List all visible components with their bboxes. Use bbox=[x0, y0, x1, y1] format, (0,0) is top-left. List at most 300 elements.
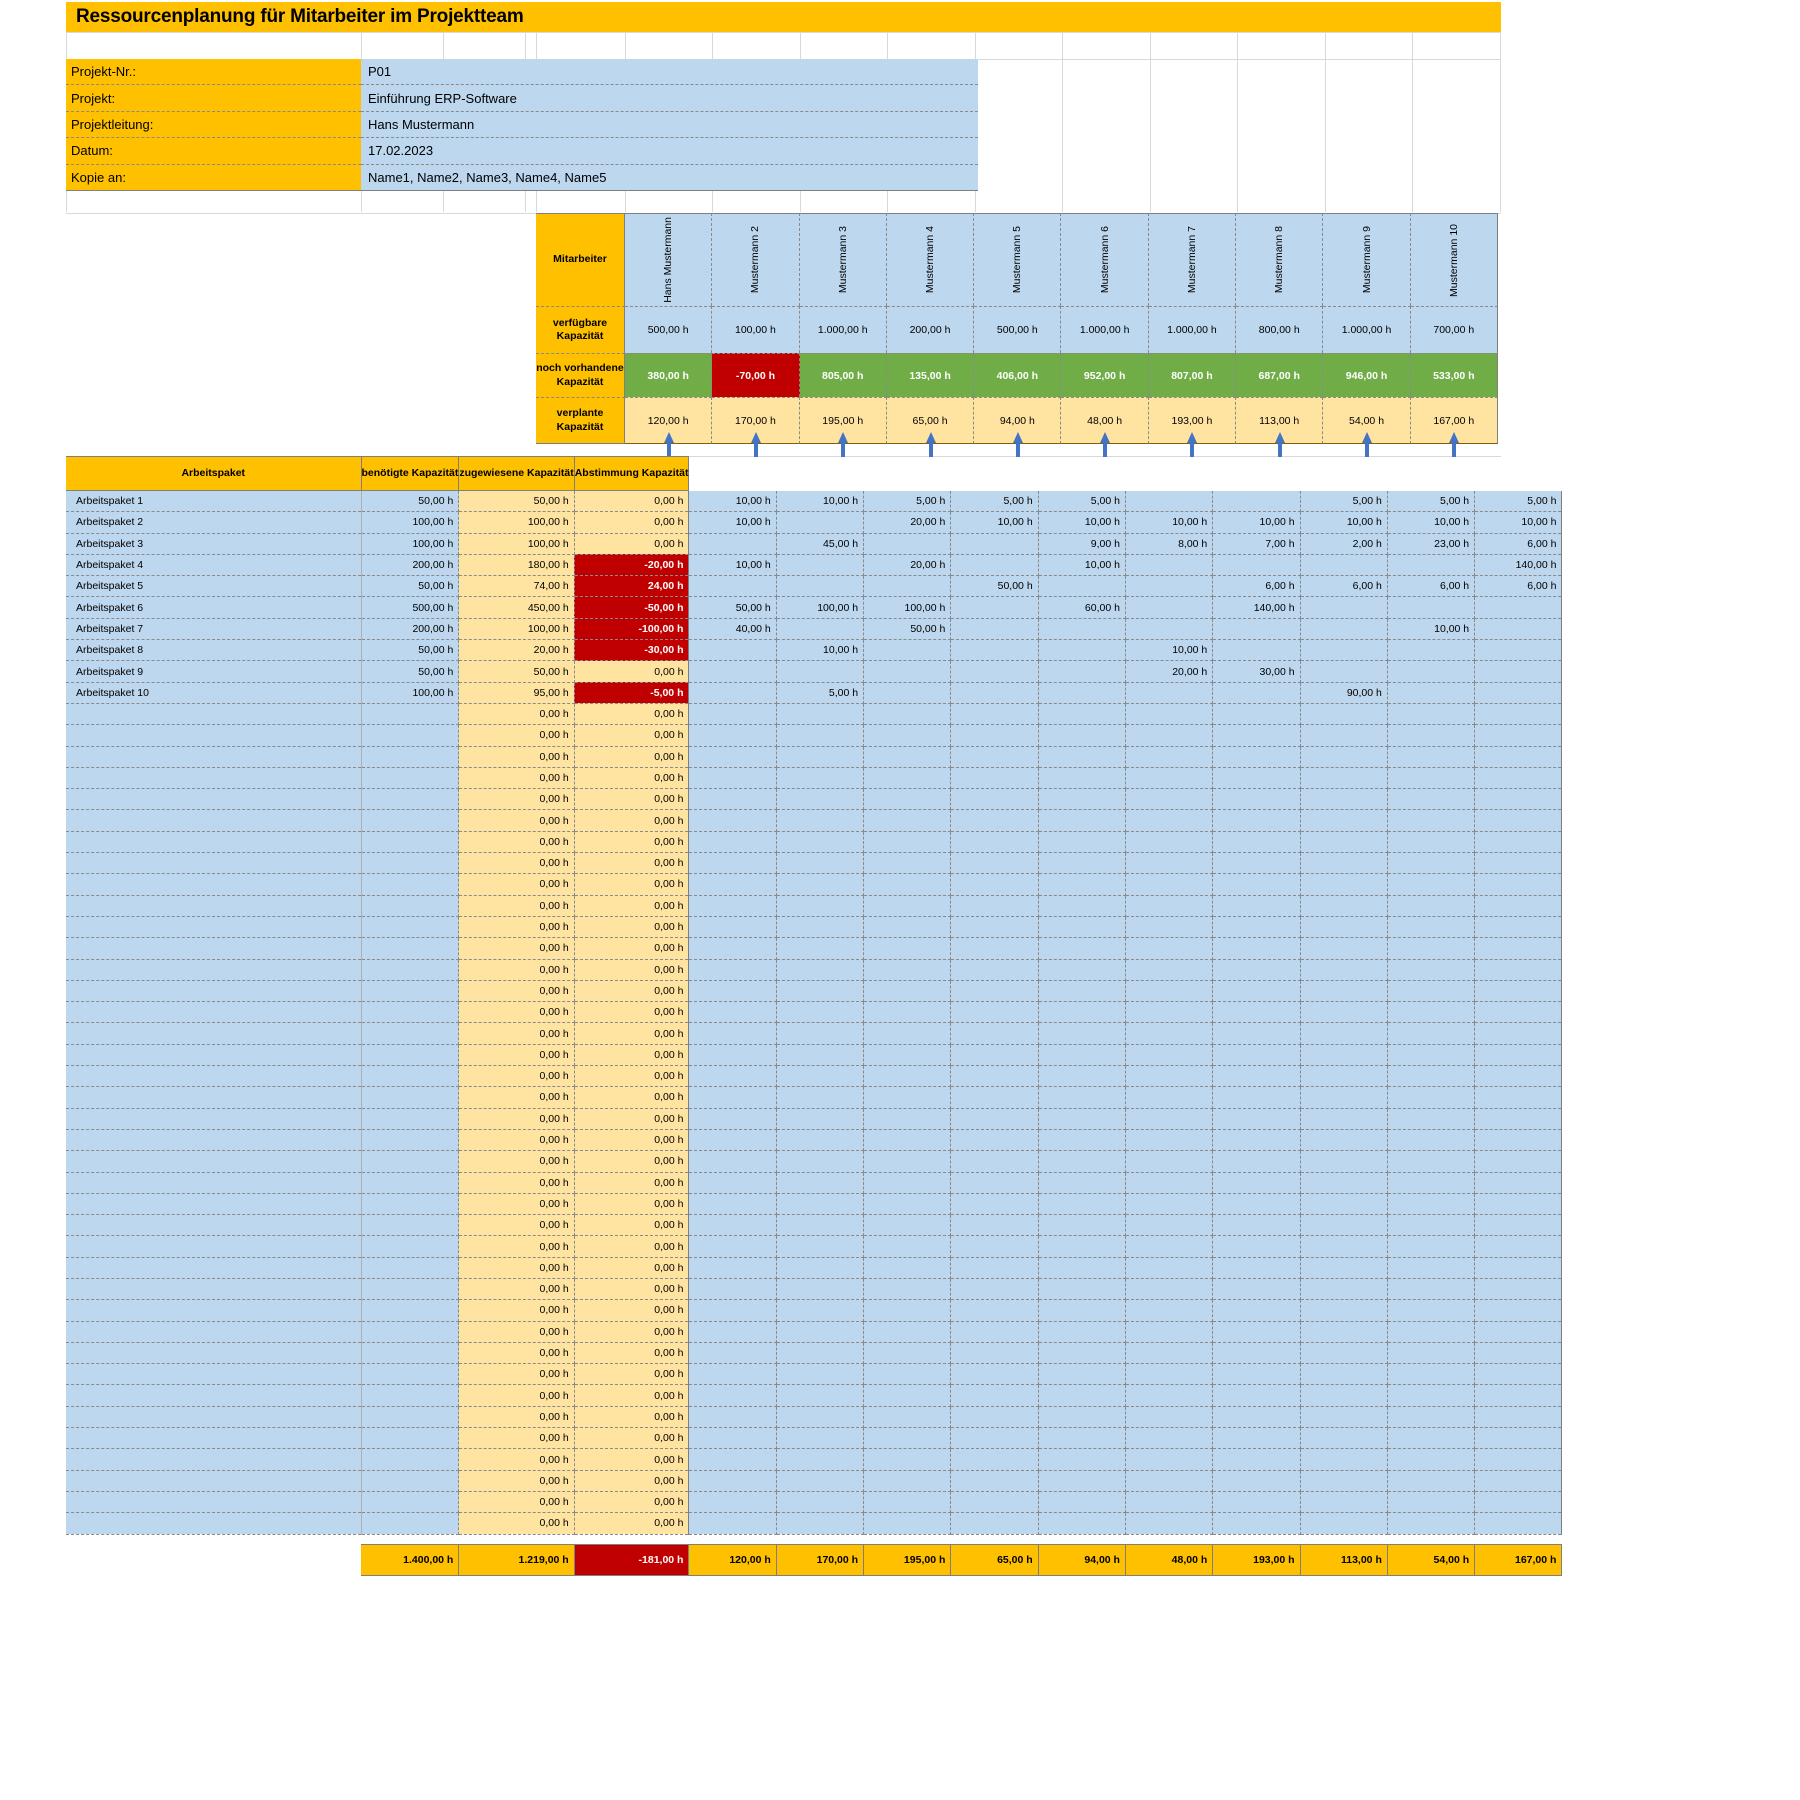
allocation-cell[interactable] bbox=[1387, 938, 1474, 959]
allocation-cell[interactable] bbox=[689, 1257, 776, 1278]
allocation-cell[interactable] bbox=[776, 1066, 863, 1087]
allocation-cell[interactable]: 23,00 h bbox=[1387, 533, 1474, 554]
allocation-cell[interactable] bbox=[1038, 1342, 1125, 1363]
needed-capacity-cell[interactable] bbox=[361, 1321, 459, 1342]
allocation-cell[interactable] bbox=[1213, 895, 1300, 916]
allocation-cell[interactable] bbox=[689, 789, 776, 810]
allocation-cell[interactable] bbox=[1125, 746, 1212, 767]
allocation-cell[interactable]: 10,00 h bbox=[1387, 618, 1474, 639]
allocation-cell[interactable] bbox=[1387, 1044, 1474, 1065]
allocation-cell[interactable] bbox=[951, 1342, 1038, 1363]
allocation-cell[interactable] bbox=[776, 703, 863, 724]
allocation-cell[interactable] bbox=[1387, 725, 1474, 746]
meta-value[interactable]: Einführung ERP-Software bbox=[361, 85, 978, 111]
allocation-cell[interactable] bbox=[951, 1087, 1038, 1108]
allocation-cell[interactable] bbox=[1300, 1321, 1387, 1342]
allocation-cell[interactable] bbox=[1475, 1364, 1562, 1385]
allocation-cell[interactable] bbox=[951, 1002, 1038, 1023]
allocation-cell[interactable]: 10,00 h bbox=[689, 512, 776, 533]
allocation-cell[interactable] bbox=[1038, 1470, 1125, 1491]
needed-capacity-cell[interactable] bbox=[361, 874, 459, 895]
allocation-cell[interactable] bbox=[1300, 618, 1387, 639]
allocation-cell[interactable] bbox=[1300, 1172, 1387, 1193]
allocation-cell[interactable] bbox=[1213, 789, 1300, 810]
allocation-cell[interactable] bbox=[1213, 1236, 1300, 1257]
allocation-cell[interactable] bbox=[1038, 853, 1125, 874]
allocation-cell[interactable] bbox=[689, 1172, 776, 1193]
allocation-cell[interactable] bbox=[1387, 853, 1474, 874]
allocation-cell[interactable] bbox=[1300, 725, 1387, 746]
allocation-cell[interactable] bbox=[1387, 1193, 1474, 1214]
allocation-cell[interactable] bbox=[1038, 895, 1125, 916]
allocation-cell[interactable] bbox=[1125, 1470, 1212, 1491]
allocation-cell[interactable] bbox=[951, 554, 1038, 575]
work-package-name[interactable] bbox=[66, 980, 361, 1001]
allocation-cell[interactable] bbox=[1213, 938, 1300, 959]
allocation-cell[interactable] bbox=[951, 1172, 1038, 1193]
allocation-cell[interactable] bbox=[864, 725, 951, 746]
allocation-cell[interactable] bbox=[1475, 1342, 1562, 1363]
work-package-name[interactable] bbox=[66, 1406, 361, 1427]
work-package-name[interactable] bbox=[66, 1470, 361, 1491]
allocation-cell[interactable] bbox=[1038, 1428, 1125, 1449]
allocation-cell[interactable] bbox=[1300, 1513, 1387, 1534]
work-package-name[interactable] bbox=[66, 895, 361, 916]
allocation-cell[interactable] bbox=[1475, 1151, 1562, 1172]
allocation-cell[interactable]: 20,00 h bbox=[864, 554, 951, 575]
allocation-cell[interactable] bbox=[1387, 1449, 1474, 1470]
allocation-cell[interactable] bbox=[1475, 1172, 1562, 1193]
allocation-cell[interactable] bbox=[1038, 980, 1125, 1001]
allocation-cell[interactable] bbox=[689, 853, 776, 874]
needed-capacity-cell[interactable]: 100,00 h bbox=[361, 512, 459, 533]
allocation-cell[interactable] bbox=[1213, 1278, 1300, 1299]
allocation-cell[interactable] bbox=[689, 810, 776, 831]
allocation-cell[interactable] bbox=[864, 1236, 951, 1257]
allocation-cell[interactable] bbox=[864, 1300, 951, 1321]
allocation-cell[interactable]: 2,00 h bbox=[1300, 533, 1387, 554]
allocation-cell[interactable] bbox=[1125, 1342, 1212, 1363]
allocation-cell[interactable] bbox=[1213, 1491, 1300, 1512]
allocation-cell[interactable] bbox=[1387, 1108, 1474, 1129]
allocation-cell[interactable] bbox=[1213, 1151, 1300, 1172]
work-package-name[interactable] bbox=[66, 703, 361, 724]
allocation-cell[interactable] bbox=[1300, 1215, 1387, 1236]
allocation-cell[interactable] bbox=[1213, 1449, 1300, 1470]
allocation-cell[interactable] bbox=[951, 1470, 1038, 1491]
needed-capacity-cell[interactable]: 100,00 h bbox=[361, 682, 459, 703]
allocation-cell[interactable] bbox=[951, 853, 1038, 874]
allocation-cell[interactable] bbox=[1038, 1129, 1125, 1150]
allocation-cell[interactable] bbox=[776, 1321, 863, 1342]
allocation-cell[interactable] bbox=[1300, 1385, 1387, 1406]
allocation-cell[interactable] bbox=[1125, 980, 1212, 1001]
allocation-cell[interactable] bbox=[951, 533, 1038, 554]
allocation-cell[interactable] bbox=[864, 1321, 951, 1342]
allocation-cell[interactable] bbox=[1475, 853, 1562, 874]
allocation-cell[interactable] bbox=[1038, 1002, 1125, 1023]
allocation-cell[interactable] bbox=[864, 895, 951, 916]
allocation-cell[interactable]: 20,00 h bbox=[1125, 661, 1212, 682]
allocation-cell[interactable] bbox=[1475, 1428, 1562, 1449]
allocation-cell[interactable] bbox=[1475, 874, 1562, 895]
needed-capacity-cell[interactable] bbox=[361, 1236, 459, 1257]
allocation-cell[interactable] bbox=[1213, 1364, 1300, 1385]
allocation-cell[interactable] bbox=[1475, 916, 1562, 937]
allocation-cell[interactable]: 10,00 h bbox=[1038, 512, 1125, 533]
allocation-cell[interactable] bbox=[1387, 1321, 1474, 1342]
allocation-cell[interactable]: 7,00 h bbox=[1213, 533, 1300, 554]
allocation-cell[interactable] bbox=[689, 682, 776, 703]
allocation-cell[interactable] bbox=[1125, 938, 1212, 959]
allocation-cell[interactable] bbox=[1125, 1513, 1212, 1534]
allocation-cell[interactable] bbox=[1300, 554, 1387, 575]
allocation-cell[interactable] bbox=[689, 640, 776, 661]
allocation-cell[interactable] bbox=[1387, 874, 1474, 895]
work-package-name[interactable] bbox=[66, 959, 361, 980]
allocation-cell[interactable] bbox=[776, 1236, 863, 1257]
allocation-cell[interactable] bbox=[1213, 1300, 1300, 1321]
allocation-cell[interactable] bbox=[951, 831, 1038, 852]
work-package-name[interactable] bbox=[66, 1172, 361, 1193]
allocation-cell[interactable] bbox=[689, 1428, 776, 1449]
allocation-cell[interactable]: 10,00 h bbox=[1038, 554, 1125, 575]
allocation-cell[interactable] bbox=[951, 1406, 1038, 1427]
allocation-cell[interactable] bbox=[1300, 1257, 1387, 1278]
needed-capacity-cell[interactable] bbox=[361, 1023, 459, 1044]
allocation-cell[interactable] bbox=[864, 1108, 951, 1129]
allocation-cell[interactable] bbox=[1038, 640, 1125, 661]
allocation-cell[interactable] bbox=[951, 597, 1038, 618]
allocation-cell[interactable] bbox=[1300, 1087, 1387, 1108]
allocation-cell[interactable] bbox=[864, 1087, 951, 1108]
allocation-cell[interactable]: 9,00 h bbox=[1038, 533, 1125, 554]
allocation-cell[interactable]: 10,00 h bbox=[1475, 512, 1562, 533]
allocation-cell[interactable] bbox=[689, 1300, 776, 1321]
allocation-cell[interactable] bbox=[776, 1300, 863, 1321]
allocation-cell[interactable] bbox=[1125, 1002, 1212, 1023]
allocation-cell[interactable] bbox=[1300, 959, 1387, 980]
allocation-cell[interactable] bbox=[689, 1002, 776, 1023]
allocation-cell[interactable] bbox=[951, 703, 1038, 724]
allocation-cell[interactable] bbox=[689, 874, 776, 895]
allocation-cell[interactable] bbox=[1213, 725, 1300, 746]
allocation-cell[interactable] bbox=[864, 1002, 951, 1023]
needed-capacity-cell[interactable] bbox=[361, 1428, 459, 1449]
allocation-cell[interactable] bbox=[1125, 491, 1212, 512]
work-package-name[interactable] bbox=[66, 916, 361, 937]
allocation-cell[interactable] bbox=[951, 980, 1038, 1001]
allocation-cell[interactable] bbox=[1213, 1044, 1300, 1065]
allocation-cell[interactable] bbox=[1300, 640, 1387, 661]
allocation-cell[interactable] bbox=[776, 661, 863, 682]
allocation-cell[interactable] bbox=[951, 1044, 1038, 1065]
needed-capacity-cell[interactable]: 50,00 h bbox=[361, 576, 459, 597]
allocation-cell[interactable]: 5,00 h bbox=[776, 682, 863, 703]
allocation-cell[interactable] bbox=[1038, 916, 1125, 937]
allocation-cell[interactable] bbox=[1038, 1364, 1125, 1385]
allocation-cell[interactable] bbox=[1387, 789, 1474, 810]
allocation-cell[interactable] bbox=[951, 746, 1038, 767]
allocation-cell[interactable] bbox=[1387, 1151, 1474, 1172]
allocation-cell[interactable]: 50,00 h bbox=[689, 597, 776, 618]
allocation-cell[interactable] bbox=[951, 810, 1038, 831]
allocation-cell[interactable] bbox=[776, 831, 863, 852]
allocation-cell[interactable] bbox=[864, 853, 951, 874]
allocation-cell[interactable] bbox=[951, 1385, 1038, 1406]
allocation-cell[interactable] bbox=[689, 661, 776, 682]
allocation-cell[interactable] bbox=[1300, 853, 1387, 874]
allocation-cell[interactable] bbox=[864, 1023, 951, 1044]
allocation-cell[interactable] bbox=[1038, 1321, 1125, 1342]
work-package-name[interactable]: Arbeitspaket 3 bbox=[66, 533, 361, 554]
needed-capacity-cell[interactable] bbox=[361, 1215, 459, 1236]
allocation-cell[interactable] bbox=[689, 1129, 776, 1150]
allocation-cell[interactable] bbox=[1213, 746, 1300, 767]
allocation-cell[interactable]: 30,00 h bbox=[1213, 661, 1300, 682]
allocation-cell[interactable] bbox=[1213, 640, 1300, 661]
allocation-cell[interactable] bbox=[1125, 1172, 1212, 1193]
needed-capacity-cell[interactable] bbox=[361, 1300, 459, 1321]
needed-capacity-cell[interactable] bbox=[361, 1193, 459, 1214]
allocation-cell[interactable] bbox=[1387, 1406, 1474, 1427]
allocation-cell[interactable] bbox=[776, 1193, 863, 1214]
allocation-cell[interactable] bbox=[1387, 1428, 1474, 1449]
allocation-cell[interactable] bbox=[1038, 1513, 1125, 1534]
allocation-cell[interactable] bbox=[1387, 1066, 1474, 1087]
needed-capacity-cell[interactable] bbox=[361, 831, 459, 852]
allocation-cell[interactable] bbox=[864, 767, 951, 788]
allocation-cell[interactable] bbox=[1387, 767, 1474, 788]
allocation-cell[interactable] bbox=[1475, 1215, 1562, 1236]
allocation-cell[interactable] bbox=[1213, 1023, 1300, 1044]
allocation-cell[interactable] bbox=[1213, 1129, 1300, 1150]
work-package-name[interactable] bbox=[66, 789, 361, 810]
allocation-cell[interactable] bbox=[1038, 1406, 1125, 1427]
work-package-name[interactable] bbox=[66, 746, 361, 767]
allocation-cell[interactable] bbox=[951, 1449, 1038, 1470]
allocation-cell[interactable] bbox=[1213, 618, 1300, 639]
allocation-cell[interactable] bbox=[1038, 725, 1125, 746]
allocation-cell[interactable] bbox=[689, 1151, 776, 1172]
available-capacity-cell[interactable]: 1.000,00 h bbox=[800, 306, 887, 353]
allocation-cell[interactable] bbox=[1475, 1406, 1562, 1427]
allocation-cell[interactable] bbox=[776, 938, 863, 959]
allocation-cell[interactable] bbox=[951, 1108, 1038, 1129]
meta-value[interactable]: Name1, Name2, Name3, Name4, Name5 bbox=[361, 165, 978, 191]
needed-capacity-cell[interactable] bbox=[361, 725, 459, 746]
allocation-cell[interactable] bbox=[1213, 959, 1300, 980]
allocation-cell[interactable] bbox=[1475, 1002, 1562, 1023]
allocation-cell[interactable]: 10,00 h bbox=[689, 491, 776, 512]
allocation-cell[interactable] bbox=[776, 959, 863, 980]
meta-value[interactable]: 17.02.2023 bbox=[361, 138, 978, 164]
allocation-cell[interactable] bbox=[1475, 831, 1562, 852]
allocation-cell[interactable] bbox=[1387, 1470, 1474, 1491]
allocation-cell[interactable] bbox=[689, 1342, 776, 1363]
work-package-name[interactable] bbox=[66, 1257, 361, 1278]
work-package-name[interactable] bbox=[66, 1236, 361, 1257]
allocation-cell[interactable] bbox=[1213, 1470, 1300, 1491]
allocation-cell[interactable] bbox=[951, 1193, 1038, 1214]
allocation-cell[interactable] bbox=[1125, 1278, 1212, 1299]
allocation-cell[interactable] bbox=[776, 1002, 863, 1023]
allocation-cell[interactable] bbox=[1475, 810, 1562, 831]
available-capacity-cell[interactable]: 800,00 h bbox=[1236, 306, 1323, 353]
allocation-cell[interactable] bbox=[864, 746, 951, 767]
allocation-cell[interactable] bbox=[689, 938, 776, 959]
allocation-cell[interactable] bbox=[951, 661, 1038, 682]
allocation-cell[interactable] bbox=[1475, 703, 1562, 724]
work-package-name[interactable] bbox=[66, 1449, 361, 1470]
allocation-cell[interactable] bbox=[776, 767, 863, 788]
allocation-cell[interactable] bbox=[689, 1193, 776, 1214]
needed-capacity-cell[interactable] bbox=[361, 1342, 459, 1363]
allocation-cell[interactable] bbox=[1300, 874, 1387, 895]
allocation-cell[interactable] bbox=[1300, 597, 1387, 618]
allocation-cell[interactable] bbox=[1125, 1385, 1212, 1406]
allocation-cell[interactable] bbox=[1125, 810, 1212, 831]
allocation-cell[interactable] bbox=[864, 1449, 951, 1470]
needed-capacity-cell[interactable] bbox=[361, 938, 459, 959]
allocation-cell[interactable] bbox=[1475, 1278, 1562, 1299]
work-package-name[interactable] bbox=[66, 1364, 361, 1385]
allocation-cell[interactable] bbox=[951, 1236, 1038, 1257]
needed-capacity-cell[interactable] bbox=[361, 1087, 459, 1108]
work-package-name[interactable] bbox=[66, 1342, 361, 1363]
allocation-cell[interactable] bbox=[1387, 682, 1474, 703]
allocation-cell[interactable] bbox=[1300, 1151, 1387, 1172]
allocation-cell[interactable] bbox=[1387, 959, 1474, 980]
allocation-cell[interactable] bbox=[864, 1513, 951, 1534]
allocation-cell[interactable] bbox=[864, 1129, 951, 1150]
allocation-cell[interactable] bbox=[689, 1278, 776, 1299]
allocation-cell[interactable] bbox=[776, 1215, 863, 1236]
allocation-cell[interactable] bbox=[1038, 1385, 1125, 1406]
allocation-cell[interactable] bbox=[776, 1172, 863, 1193]
allocation-cell[interactable]: 10,00 h bbox=[776, 491, 863, 512]
available-capacity-cell[interactable]: 1.000,00 h bbox=[1323, 306, 1410, 353]
allocation-cell[interactable]: 100,00 h bbox=[864, 597, 951, 618]
allocation-cell[interactable] bbox=[951, 618, 1038, 639]
allocation-cell[interactable] bbox=[689, 1449, 776, 1470]
allocation-cell[interactable] bbox=[1213, 874, 1300, 895]
allocation-cell[interactable] bbox=[1387, 1236, 1474, 1257]
allocation-cell[interactable] bbox=[1475, 1193, 1562, 1214]
work-package-name[interactable] bbox=[66, 1385, 361, 1406]
allocation-cell[interactable] bbox=[1475, 725, 1562, 746]
allocation-cell[interactable] bbox=[776, 789, 863, 810]
allocation-cell[interactable]: 45,00 h bbox=[776, 533, 863, 554]
meta-value[interactable]: P01 bbox=[361, 59, 978, 85]
allocation-cell[interactable] bbox=[951, 1066, 1038, 1087]
needed-capacity-cell[interactable] bbox=[361, 1406, 459, 1427]
allocation-cell[interactable] bbox=[1125, 767, 1212, 788]
work-package-name[interactable]: Arbeitspaket 7 bbox=[66, 618, 361, 639]
allocation-cell[interactable] bbox=[1038, 789, 1125, 810]
allocation-cell[interactable] bbox=[1387, 1364, 1474, 1385]
allocation-cell[interactable] bbox=[1475, 1513, 1562, 1534]
allocation-cell[interactable] bbox=[1213, 1342, 1300, 1363]
allocation-cell[interactable] bbox=[1387, 640, 1474, 661]
allocation-cell[interactable] bbox=[1038, 576, 1125, 597]
needed-capacity-cell[interactable] bbox=[361, 789, 459, 810]
allocation-cell[interactable] bbox=[1038, 1491, 1125, 1512]
needed-capacity-cell[interactable] bbox=[361, 1449, 459, 1470]
work-package-name[interactable] bbox=[66, 1151, 361, 1172]
needed-capacity-cell[interactable]: 500,00 h bbox=[361, 597, 459, 618]
work-package-name[interactable] bbox=[66, 1129, 361, 1150]
allocation-cell[interactable] bbox=[1475, 1257, 1562, 1278]
allocation-cell[interactable] bbox=[864, 874, 951, 895]
allocation-cell[interactable] bbox=[689, 916, 776, 937]
allocation-cell[interactable] bbox=[1125, 1449, 1212, 1470]
allocation-cell[interactable] bbox=[1475, 661, 1562, 682]
allocation-cell[interactable] bbox=[776, 512, 863, 533]
allocation-cell[interactable] bbox=[1213, 1002, 1300, 1023]
allocation-cell[interactable] bbox=[864, 1342, 951, 1363]
work-package-name[interactable] bbox=[66, 1278, 361, 1299]
allocation-cell[interactable]: 6,00 h bbox=[1475, 533, 1562, 554]
allocation-cell[interactable] bbox=[1213, 554, 1300, 575]
available-capacity-cell[interactable]: 100,00 h bbox=[712, 306, 799, 353]
work-package-name[interactable] bbox=[66, 767, 361, 788]
allocation-cell[interactable] bbox=[776, 1129, 863, 1150]
allocation-cell[interactable] bbox=[1475, 1321, 1562, 1342]
allocation-cell[interactable]: 6,00 h bbox=[1300, 576, 1387, 597]
allocation-cell[interactable]: 8,00 h bbox=[1125, 533, 1212, 554]
allocation-cell[interactable] bbox=[1038, 1151, 1125, 1172]
allocation-cell[interactable] bbox=[1475, 1129, 1562, 1150]
needed-capacity-cell[interactable] bbox=[361, 916, 459, 937]
allocation-cell[interactable] bbox=[1125, 1044, 1212, 1065]
allocation-cell[interactable] bbox=[1125, 1406, 1212, 1427]
needed-capacity-cell[interactable] bbox=[361, 895, 459, 916]
allocation-cell[interactable] bbox=[1038, 1215, 1125, 1236]
needed-capacity-cell[interactable] bbox=[361, 1129, 459, 1150]
allocation-cell[interactable] bbox=[1475, 938, 1562, 959]
allocation-cell[interactable] bbox=[776, 980, 863, 1001]
work-package-name[interactable] bbox=[66, 1215, 361, 1236]
available-capacity-cell[interactable]: 1.000,00 h bbox=[1149, 306, 1236, 353]
allocation-cell[interactable] bbox=[689, 1385, 776, 1406]
work-package-name[interactable] bbox=[66, 1428, 361, 1449]
allocation-cell[interactable] bbox=[864, 576, 951, 597]
allocation-cell[interactable] bbox=[1300, 661, 1387, 682]
allocation-cell[interactable] bbox=[1300, 1236, 1387, 1257]
allocation-cell[interactable] bbox=[1038, 1236, 1125, 1257]
allocation-cell[interactable] bbox=[864, 661, 951, 682]
allocation-cell[interactable] bbox=[1038, 767, 1125, 788]
allocation-cell[interactable] bbox=[864, 1257, 951, 1278]
allocation-cell[interactable] bbox=[1125, 618, 1212, 639]
allocation-cell[interactable] bbox=[1125, 1129, 1212, 1150]
allocation-cell[interactable] bbox=[1387, 810, 1474, 831]
available-capacity-cell[interactable]: 700,00 h bbox=[1411, 306, 1498, 353]
allocation-cell[interactable] bbox=[951, 682, 1038, 703]
allocation-cell[interactable] bbox=[1387, 597, 1474, 618]
allocation-cell[interactable] bbox=[776, 1428, 863, 1449]
allocation-cell[interactable] bbox=[1038, 1257, 1125, 1278]
work-package-name[interactable] bbox=[66, 1321, 361, 1342]
work-package-name[interactable] bbox=[66, 725, 361, 746]
needed-capacity-cell[interactable] bbox=[361, 1172, 459, 1193]
allocation-cell[interactable] bbox=[864, 789, 951, 810]
allocation-cell[interactable] bbox=[1475, 1066, 1562, 1087]
allocation-cell[interactable] bbox=[1038, 874, 1125, 895]
allocation-cell[interactable] bbox=[1300, 810, 1387, 831]
allocation-cell[interactable] bbox=[1125, 1151, 1212, 1172]
